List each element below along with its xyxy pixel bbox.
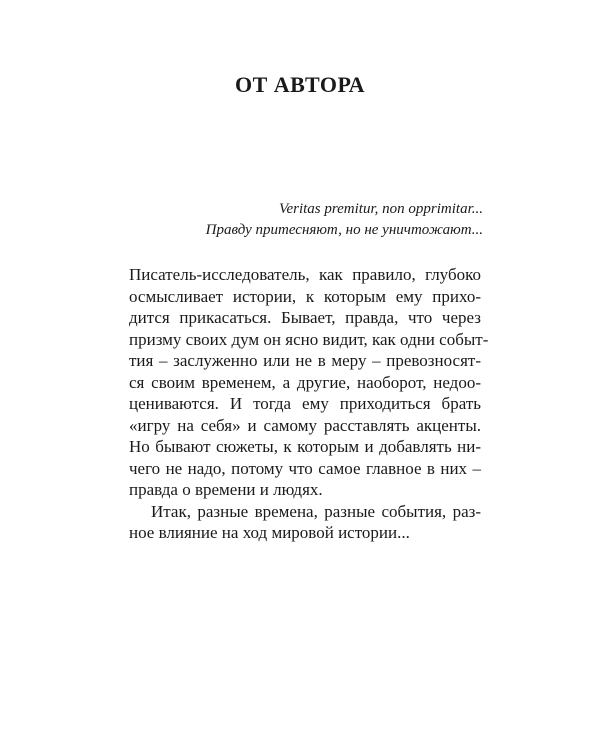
text-line: тия – заслуженно или не в меру – превозносят-: [129, 351, 481, 370]
text-line: Итак, разные времена, разные события, раз-: [151, 501, 481, 521]
text-line: ся своим временем, а другие, наоборот, недоо-: [129, 372, 481, 392]
epigraph-translation: Правду притесняют, но не уничтожают...: [205, 222, 483, 238]
text-line: ное влияние на ход мировой истории...: [129, 523, 410, 542]
text-line: «игру на себя» и самому расставлять акценты.: [129, 415, 481, 435]
paragraph: [129, 264, 489, 501]
text-line: Но бывают сюжеты, к которым и добавлять ни-: [129, 437, 481, 456]
paragraph: [129, 501, 481, 544]
epigraph: [103, 199, 483, 241]
text-line: дится прикасаться. Бывает, правда, что через: [129, 308, 481, 327]
text-line: осмысливает истории, к которым ему прихо-: [129, 286, 481, 306]
text-line: правда о времени и людях.: [129, 480, 323, 499]
text-line: цениваются. И тогда ему приходиться брать: [129, 394, 481, 413]
body-text: [129, 264, 489, 544]
page-title: ОТ АВТОРА: [234, 72, 366, 97]
text-line: чего не надо, потому что самое главное в них –: [129, 458, 481, 478]
text-line: Писатель-исследователь, как правило, глубоко: [129, 265, 481, 284]
text-line: призму своих дум он ясно видит, как одни событ-: [129, 329, 489, 349]
epigraph-latin: Veritas premitur, non opprimitar...: [278, 201, 483, 217]
